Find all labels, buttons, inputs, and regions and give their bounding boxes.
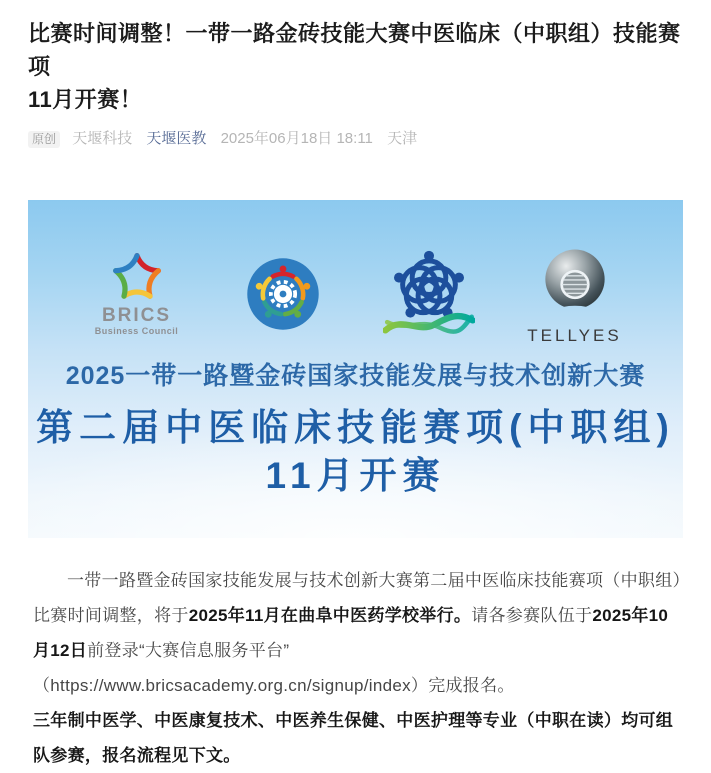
banner-title-line1: 第二届中医临床技能赛项(中职组) [36,407,675,448]
alliance-emblem [356,244,502,344]
article-body [28,563,683,773]
original-badge: 原创 [28,131,60,148]
gear-emblem-icon [245,256,321,332]
banner-image[interactable] [28,200,683,538]
banner-title-line2: 11月开赛 [265,455,446,496]
brics-star-icon [110,252,164,304]
account-link[interactable]: 天堰医教 [146,130,207,147]
banner-subtitle: 2025一带一路暨金砖国家技能发展与技术创新大赛 [65,362,646,390]
article-meta [28,128,683,149]
tellyes-logo [502,244,648,345]
brics-logo-title: BRICS [101,305,172,326]
tellyes-sphere-icon [537,244,613,322]
article-title-line1: 比赛时间调整！一带一路金砖技能大赛中医临床（中职组）技能赛项 [28,21,681,79]
tellyes-logo-label: TELLYES [527,325,622,345]
publish-datetime: 2025年06月18日 18:11 [220,130,373,147]
paragraph-eligibility: 三年制中医学、中医康复技术、中医养生保健、中医护理等专业（中职在读）均可组队参赛，报名流程见下文。 [33,711,674,765]
brics-logo [64,252,210,336]
paragraph-registration [33,563,683,703]
competition-emblem [210,256,356,332]
p1-seg1: 一带一路暨金砖国家技能发展与技术创新大赛第二届中医临床技能赛项（中职组）比赛时间调整，将于 [33,571,682,625]
p1-seg5: 前登录“大赛信息服务平台” [87,641,290,660]
p1-seg4-bold: 2025年10月12日 [33,606,669,660]
rings-emblem-icon [383,244,475,344]
banner-logos-row [28,234,683,354]
author-name: 天堰科技 [72,130,133,147]
p1-seg3: 请各参赛队伍于 [471,606,593,625]
brics-logo-subtitle: Business Council [94,326,179,336]
signup-url-text: （https://www.bricsacademy.org.cn/signup/index）完成报名。 [33,676,515,695]
p1-seg2-bold: 2025年11月在曲阜中医药学校举行。 [188,606,472,625]
article-title [28,17,683,116]
article-title-line2: 11月开赛！ [28,87,143,112]
publish-location: 天津 [387,130,418,147]
